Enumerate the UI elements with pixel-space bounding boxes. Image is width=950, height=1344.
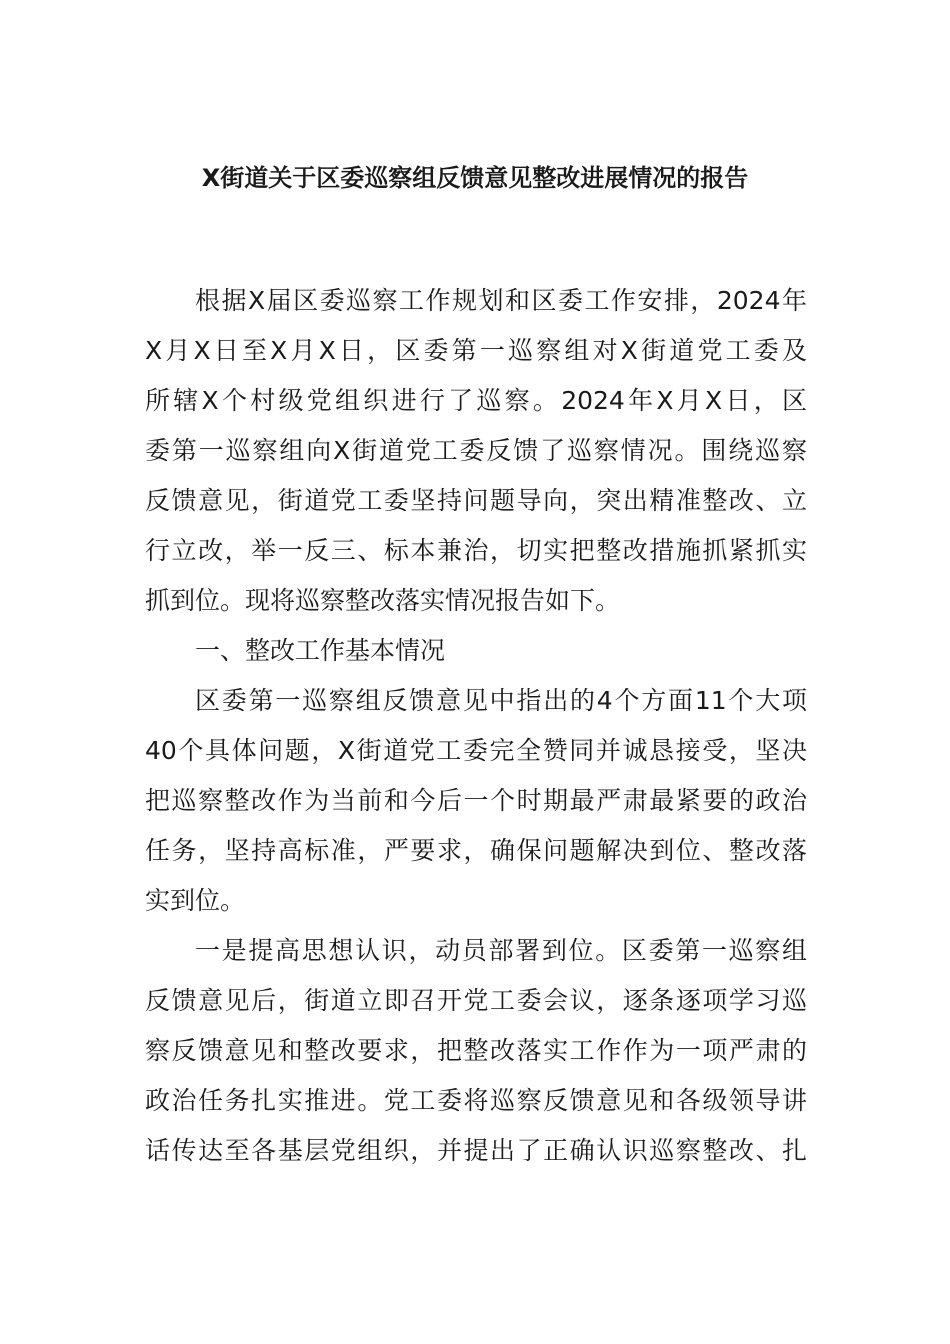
- document-body: [145, 276, 807, 1176]
- paragraph-3-line-1: 区委第一巡察组反馈意见中指出的4个方面11个大项: [195, 686, 807, 715]
- paragraph-3-line-3: 把巡察整改作为当前和今后一个时期最严肃最紧要的政治: [145, 786, 807, 815]
- paragraph-3-line-4: 任务，坚持高标准，严要求，确保问题解决到位、整改落: [145, 836, 807, 865]
- paragraph-1-line-2: X月X日至X月X日，区委第一巡察组对X街道党工委及: [145, 336, 807, 365]
- paragraph-4-line-5: 话传达至各基层党组织，并提出了正确认识巡察整改、扎: [145, 1136, 807, 1165]
- paragraph-4-line-1: 一是提高思想认识，动员部署到位。区委第一巡察组: [195, 936, 807, 965]
- paragraph-4-line-3: 察反馈意见和整改要求，把整改落实工作作为一项严肃的: [145, 1036, 807, 1065]
- paragraph-1-line-1: 根据X届区委巡察工作规划和区委工作安排，2024年: [195, 286, 807, 315]
- paragraph-3-line-5: 实到位。: [145, 886, 246, 915]
- section-heading-1: 一、整改工作基本情况: [195, 636, 446, 665]
- document-title: X街道关于区委巡察组反馈意见整改进展情况的报告: [201, 164, 749, 192]
- paragraph-1-line-3: 所辖X个村级党组织进行了巡察。2024年X月X日，区: [145, 386, 807, 415]
- paragraph-1-line-5: 反馈意见，街道党工委坚持问题导向，突出精准整改、立: [145, 486, 807, 515]
- paragraph-1-line-4: 委第一巡察组向X街道党工委反馈了巡察情况。围绕巡察: [145, 436, 807, 465]
- paragraph-1-line-6: 行立改，举一反三、标本兼治，切实把整改措施抓紧抓实: [145, 536, 807, 565]
- paragraph-3-line-2: 40个具体问题，X街道党工委完全赞同并诚恳接受，坚决: [145, 736, 807, 765]
- paragraph-4-line-4: 政治任务扎实推进。党工委将巡察反馈意见和各级领导讲: [145, 1086, 807, 1115]
- paragraph-1-line-7: 抓到位。现将巡察整改落实情况报告如下。: [145, 586, 621, 615]
- paragraph-4-line-2: 反馈意见后，街道立即召开党工委会议，逐条逐项学习巡: [145, 986, 807, 1015]
